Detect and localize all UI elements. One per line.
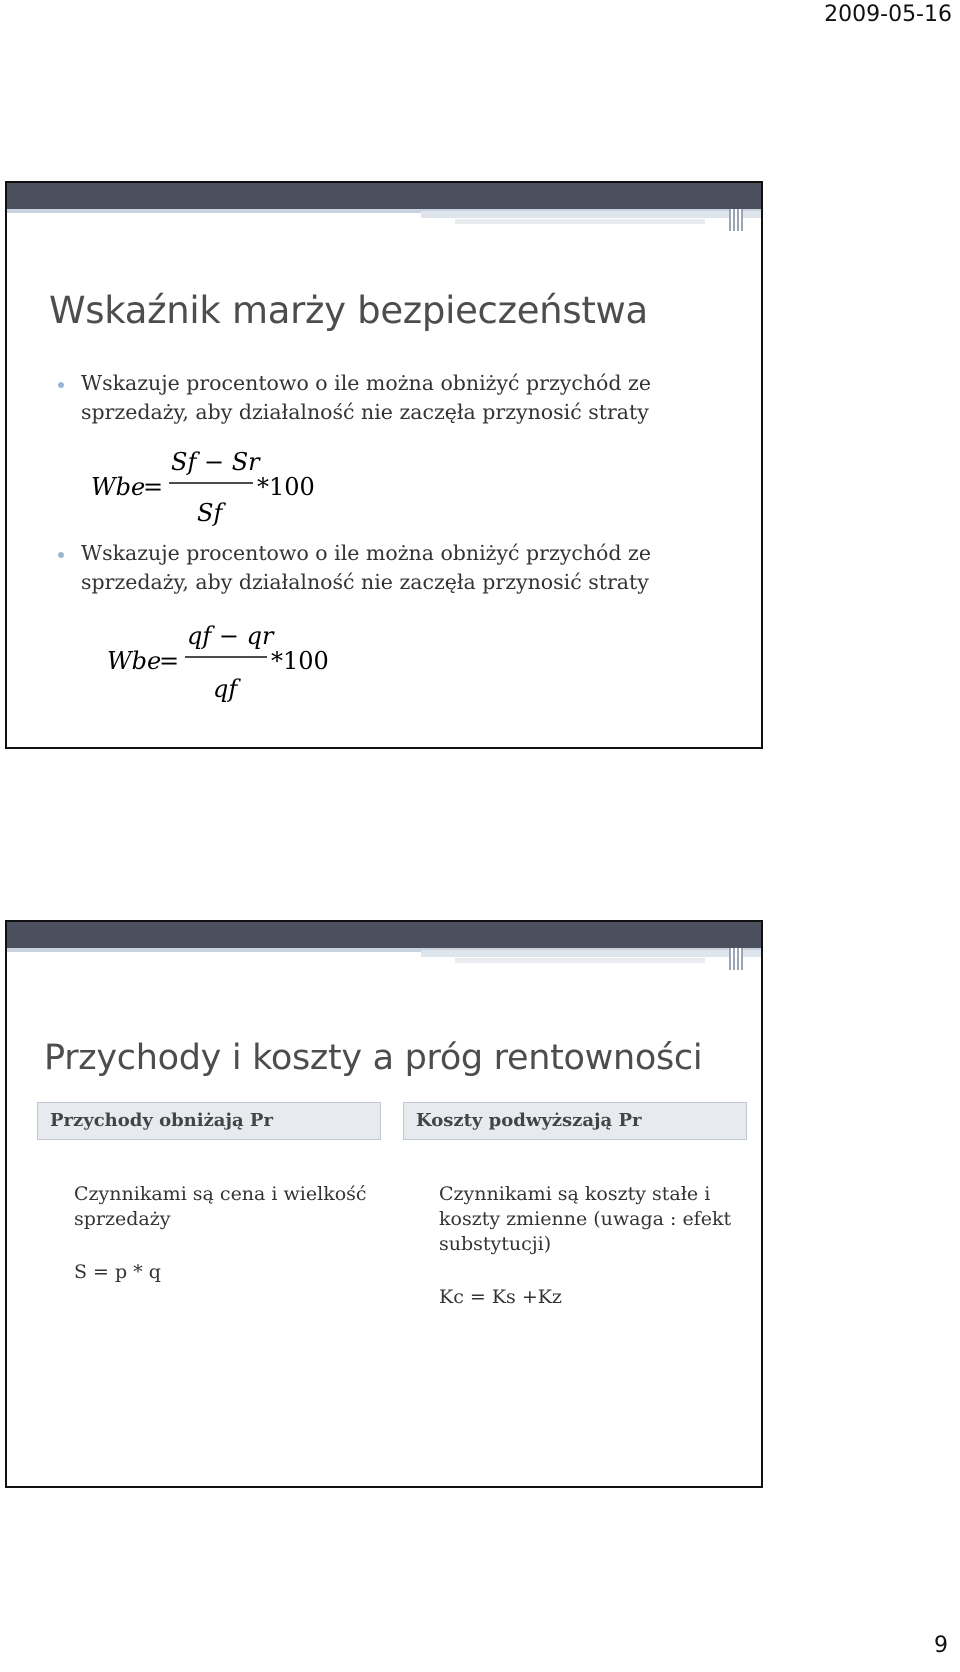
bullet-dot-icon: [58, 552, 64, 558]
slide-decoration: [401, 183, 761, 243]
bullet-item: [55, 369, 695, 427]
revenue-column-body: [74, 1182, 394, 1285]
formula-equals: =: [159, 647, 180, 675]
costs-column-header: Koszty podwyższają Pr: [403, 1102, 747, 1140]
formula-lhs: Wbe: [107, 647, 162, 675]
bullet-text: Wskazuje procentowo o ile można obniżyć przychód ze sprzedaży, aby działalność nie zaczęła przynosić straty: [81, 371, 651, 424]
formula-denominator: Sf: [197, 499, 223, 527]
bullet-dot-icon: [58, 382, 64, 388]
formula-numerator: Sf − Sr: [171, 448, 260, 476]
formula-numerator: qf − qr: [187, 622, 274, 650]
formula-denominator: qf: [213, 675, 238, 703]
page-number: 9: [934, 1633, 948, 1658]
formula-quantity-based: [107, 619, 367, 711]
slide-decoration: [401, 922, 761, 982]
costs-column-body: [439, 1182, 739, 1310]
costs-equation: Kc = Ks +Kz: [439, 1286, 562, 1308]
formula-equals: =: [143, 473, 164, 501]
formula-multiplier: *100: [257, 473, 315, 501]
revenue-equation: S = p * q: [74, 1261, 161, 1283]
bullet-text: Wskazuje procentowo o ile można obniżyć przychód ze sprzedaży, aby działalność nie zaczęła przynosić straty: [81, 541, 651, 594]
revenue-factors-text: Czynnikami są cena i wielkość sprzedaży: [74, 1183, 367, 1230]
page-date: 2009-05-16: [824, 2, 952, 27]
slide-title: Przychody i koszty a próg rentowności: [44, 1038, 703, 1078]
formula-lhs: Wbe: [91, 473, 146, 501]
revenue-column-header: Przychody obniżają Pr: [37, 1102, 381, 1140]
slide-revenue-costs: [5, 920, 763, 1488]
costs-factors-text: Czynnikami są koszty stałe i koszty zmienne (uwaga : efekt substytucji): [439, 1183, 732, 1255]
slide-margin-of-safety: [5, 181, 763, 749]
slide-title: Wskaźnik marży bezpieczeństwa: [49, 289, 648, 332]
formula-sales-based: [91, 445, 351, 531]
bullet-item: [55, 539, 695, 597]
formula-multiplier: *100: [271, 647, 329, 675]
